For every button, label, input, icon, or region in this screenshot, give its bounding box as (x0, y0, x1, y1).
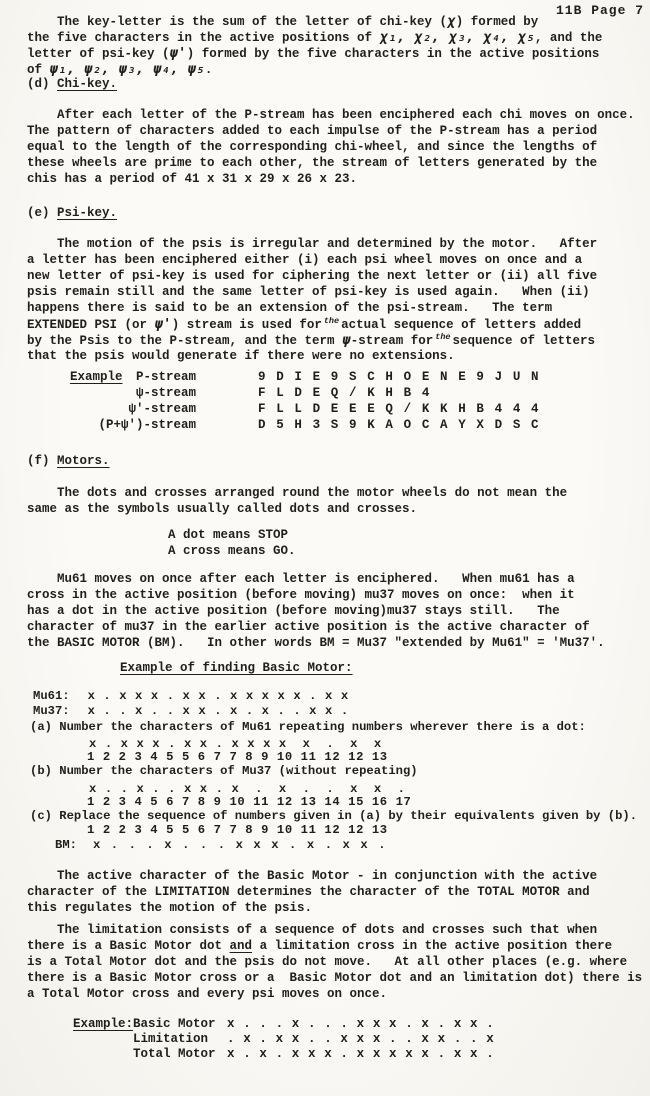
heading-e-prefix: (e) (27, 206, 58, 220)
motors-para-line-2: same as the symbols usually called dots and crosses. (27, 502, 418, 516)
heading-e-title: Psi-key. (57, 206, 118, 220)
step-a-numbers: 1 2 2 3 4 5 5 6 7 7 8 9 10 11 12 12 13 (87, 750, 388, 764)
row-label: Basic Motor (133, 1017, 216, 1031)
intro-line-2: the five characters in the active positions of χ₁, χ₂, χ₃, χ₄, χ₅, and the (27, 29, 603, 45)
stream-row-label: P-stream (135, 370, 196, 384)
mu-para-line-3: has a dot in the active position (before moving)mu37 stays still. The (27, 604, 560, 618)
step-c-text: (c) Replace the sequence of numbers given in (a) by their equivalents given by (b). (30, 809, 638, 823)
heading-f-prefix: (f) (27, 454, 58, 468)
limitation-para-line-5: a Total Motor cross and every psi moves on once. (27, 987, 388, 1001)
limitation-para-line-2: there is a Basic Motor dot and a limitation cross in the active position there (27, 939, 613, 953)
mu61-sequence: x . x x x . x x . x x x x x . x x (87, 689, 349, 703)
basic-motor-example-heading: Example of finding Basic Motor: (120, 661, 353, 675)
row-label: Limitation (133, 1032, 209, 1046)
step-b-numbers: 1 2 3 4 5 6 7 8 9 10 11 12 13 14 15 16 17 (87, 795, 412, 809)
step-b-text: (b) Number the characters of Mu37 (without repeating) (30, 764, 418, 778)
row-sequence: x . x . x x x . x x x x x . x x . (227, 1047, 495, 1061)
psi-para-line-7: by the Psis to the P-stream, and the term ψ-stream for $^{the}$ sequence of letters (27, 332, 596, 348)
psi-para-line-3: new letter of psi-key is used for ciphering the next letter or (ii) all five (27, 269, 598, 283)
psi-para-line-8: that the psis would generate if there were no extensions. (27, 349, 455, 363)
limitation-para-line-1: The limitation consists of a sequence of dots and crosses such that when (57, 923, 598, 937)
psi-para-line-1: The motion of the psis is irregular and determined by the motor. After (57, 237, 598, 251)
dot-legend-line: A dot means STOP (168, 528, 289, 542)
bm-label: BM: (55, 838, 77, 852)
stream-row-value: F L L D E E E Q / K K H B 4 4 4 (258, 402, 541, 416)
mu37-label: Mu37: (33, 704, 70, 718)
heading-d-title: Chi-key. (57, 77, 118, 91)
limitation-para-line-4: there is a Basic Motor cross or a Basic Motor dot and an limitation dot) there is (27, 971, 643, 985)
stream-row-value: F L D E Q / K H B 4 (258, 386, 431, 400)
psi-para-line-4: psis remain still and the same letter of psi-key is used again. When (ii) (27, 285, 590, 299)
chi-para-line-1: After each letter of the P-stream has been enciphered each chi moves on once. (57, 108, 635, 122)
heading-motors (27, 453, 110, 469)
mu61-row (33, 688, 349, 704)
mu61-label: Mu61: (33, 689, 70, 703)
active-para-line-2: character of the LIMITATION determines the character of the TOTAL MOTOR and (27, 885, 590, 899)
chi-para-line-3: equal to the length of the corresponding chi-wheel, and since the lengths of (27, 140, 598, 154)
motors-para-line-1: The dots and crosses arranged round the motor wheels do not mean the (57, 486, 568, 500)
basic-motor-row (133, 1016, 494, 1032)
bm-sequence: x . . . x . . . x x x . x . x x . (92, 838, 388, 852)
psi-para-line-2: a letter has been enciphered either (i) each psi wheel moves on once and a (27, 253, 583, 267)
bm-result-row (55, 837, 387, 853)
stream-row-value: D 5 H 3 S 9 K A O C A Y X D S C (258, 418, 541, 432)
chi-para-line-4: these wheels are prime to each other, the stream of letters generated by the (27, 156, 598, 170)
row-sequence: . x . x x . . x x x . . x x . . x (227, 1032, 495, 1046)
step-b-symbols: x . . x . . x x . x . x . . x x . (89, 782, 406, 796)
limitation-row (133, 1031, 494, 1047)
active-para-line-1: The active character of the Basic Motor - in conjunction with the active (57, 869, 598, 883)
row-sequence: x . . . x . . . x x x . x . x x . (227, 1017, 495, 1031)
intro-line-3: letter of psi-key (ψ') formed by the five characters in the active positions (27, 45, 600, 61)
stream-example-label: Example (70, 370, 123, 384)
stream-example-row (70, 369, 540, 385)
step-c-numbers: 1 2 2 3 4 5 5 6 7 7 8 9 10 11 12 12 13 (87, 823, 388, 837)
total-motor-example-label: Example: (73, 1017, 134, 1031)
row-label: Total Motor (133, 1047, 216, 1061)
stream-example-row (70, 417, 540, 433)
limitation-para-line-3: is a Total Motor dot and the psis do not move. At all other places (e.g. where (27, 955, 628, 969)
total-motor-row (133, 1046, 494, 1062)
page-header: 11B Page 7 (556, 3, 645, 18)
active-para-line-3: this regulates the motion of the psis. (27, 901, 313, 915)
heading-d-prefix: (d) (27, 77, 58, 91)
stream-example-row (70, 385, 431, 401)
heading-psi-key (27, 205, 117, 221)
chi-para-line-2: The pattern of characters added to each impulse of the P-stream has a period (27, 124, 598, 138)
mu37-sequence: x . . x . . x x . x . x . . x x . (87, 704, 349, 718)
mu-para-line-4: character of mu37 in the earlier active position is the active character of (27, 620, 590, 634)
intro-line-1: The key-letter is the sum of the letter of chi-key (χ) formed by (57, 13, 539, 29)
stream-row-label: ψ-stream (135, 386, 196, 400)
stream-example-row (70, 401, 540, 417)
step-a-symbols: x . x x x . x x . x x x x x . x x (89, 737, 382, 751)
intro-line-4: of ψ₁, ψ₂, ψ₃, ψ₄, ψ₅. (27, 61, 213, 77)
chi-para-line-5: chis has a period of 41 x 31 x 29 x 26 x 23. (27, 172, 358, 186)
psi-para-line-5: happens there is said to be an extension of the psi-stream. The term (27, 301, 553, 315)
stream-row-label: ψ'-stream (128, 402, 196, 416)
step-a-text: (a) Number the characters of Mu61 repeating numbers wherever there is a dot: (30, 720, 586, 734)
heading-chi-key (27, 76, 117, 92)
psi-para-line-6: EXTENDED PSI (or ψ') stream is used for $^{the}$ actual sequence of letters added (27, 316, 582, 332)
mu-para-line-1: Mu61 moves on once after each letter is enciphered. When mu61 has a (57, 572, 575, 586)
stream-row-value: 9 D I E 9 S C H O E N E 9 J U N (258, 370, 541, 384)
mu-para-line-2: cross in the active position (before moving) mu37 moves on once: when it (27, 588, 575, 602)
cross-legend-line: A cross means GO. (168, 544, 296, 558)
heading-f-title: Motors. (57, 454, 110, 468)
mu37-row (33, 703, 349, 719)
stream-row-label: (P+ψ')-stream (98, 418, 196, 432)
mu-para-line-5: the BASIC MOTOR (BM). In other words BM = Mu37 "extended by Mu61" = 'Mu37'. (27, 636, 605, 650)
